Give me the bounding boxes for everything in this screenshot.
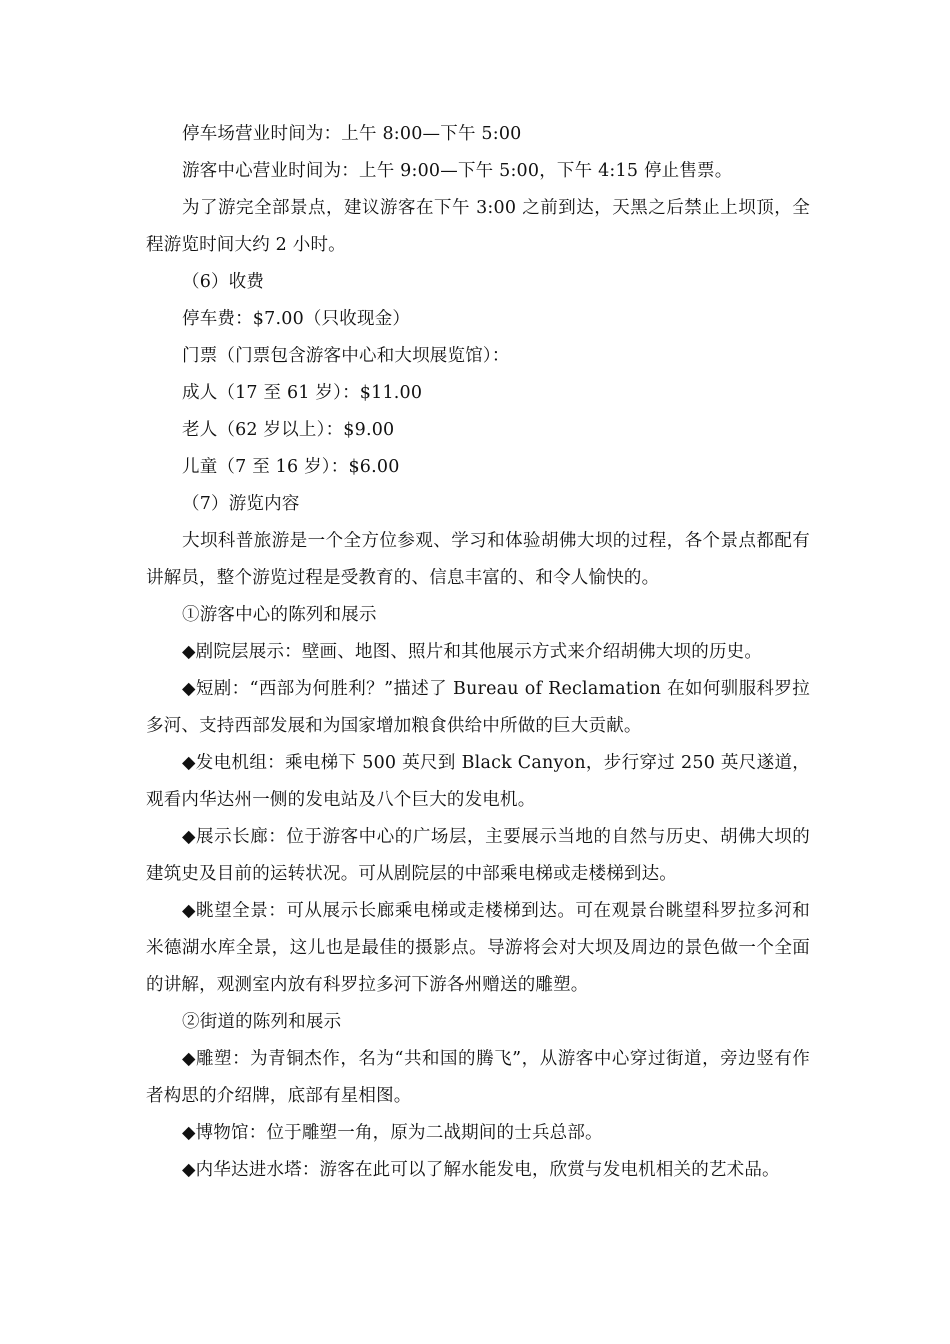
document-page bbox=[146, 116, 810, 1189]
subheading-street: ②街道的陈列和展示 bbox=[182, 1012, 342, 1032]
list-item-intake-tower: ◆内华达进水塔：游客在此可以了解水能发电，欣赏与发电机相关的艺术品。 bbox=[182, 1160, 780, 1180]
paragraph-content-intro: 大坝科普旅游是一个全方位参观、学习和体验胡佛大坝的过程，各个景点都配有讲解员，整个游览过程是受教育的、信息丰富的、和令人愉快的。 bbox=[146, 531, 810, 588]
list-item-museum: ◆博物馆：位于雕塑一角，原为二战期间的士兵总部。 bbox=[182, 1123, 603, 1143]
list-item-generators: ◆发电机组：乘电梯下 500 英尺到 Black Canyon，步行穿过 250 英尺遂道，观看内华达州一侧的发电站及八个巨大的发电机。 bbox=[146, 753, 810, 810]
heading-tour-content: （7）游览内容 bbox=[182, 494, 300, 514]
subheading-visitor-center: ①游客中心的陈列和展示 bbox=[182, 605, 377, 625]
paragraph-ticket-senior: 老人（62 岁以上）：$9.00 bbox=[182, 420, 395, 440]
paragraph-parking-fee: 停车费：$7.00（只收现金） bbox=[182, 309, 411, 329]
paragraph-ticket-adult: 成人（17 至 61 岁）：$11.00 bbox=[182, 383, 423, 403]
list-item-short-film: ◆短剧：“西部为何胜利？”描述了 Bureau of Reclamation 在如何驯服科罗拉多河、支持西部发展和为国家增加粮食供给中所做的巨大贡献。 bbox=[146, 679, 810, 736]
paragraph-visitor-center-hours: 游客中心营业时间为：上午 9:00—下午 5:00，下午 4:15 停止售票。 bbox=[182, 161, 733, 181]
list-item-sculpture: ◆雕塑：为青铜杰作，名为“共和国的腾飞”，从游客中心穿过街道，旁边竖有作者构思的介绍牌，底部有星相图。 bbox=[146, 1049, 810, 1106]
list-item-theater: ◆剧院层展示：壁画、地图、照片和其他展示方式来介绍胡佛大坝的历史。 bbox=[182, 642, 763, 662]
paragraph-arrival-advice: 为了游完全部景点，建议游客在下午 3:00 之前到达，天黑之后禁止上坝顶，全程游览时间大约 2 小时。 bbox=[146, 198, 810, 255]
paragraph-ticket-child: 儿童（7 至 16 岁）：$6.00 bbox=[182, 457, 400, 477]
paragraph-parking-hours: 停车场营业时间为：上午 8:00—下午 5:00 bbox=[182, 124, 522, 144]
list-item-overlook: ◆眺望全景：可从展示长廊乘电梯或走楼梯到达。可在观景台眺望科罗拉多河和米德湖水库全景，这儿也是最佳的摄影点。导游将会对大坝及周边的景色做一个全面的讲解，观测室内放有科罗拉多河下游各州赠送的雕塑。 bbox=[146, 901, 810, 995]
list-item-gallery: ◆展示长廊：位于游客中心的广场层，主要展示当地的自然与历史、胡佛大坝的建筑史及目前的运转状况。可从剧院层的中部乘电梯或走楼梯到达。 bbox=[146, 827, 810, 884]
paragraph-ticket-intro: 门票（门票包含游客中心和大坝展览馆）： bbox=[182, 346, 510, 366]
heading-fees: （6）收费 bbox=[182, 272, 265, 292]
